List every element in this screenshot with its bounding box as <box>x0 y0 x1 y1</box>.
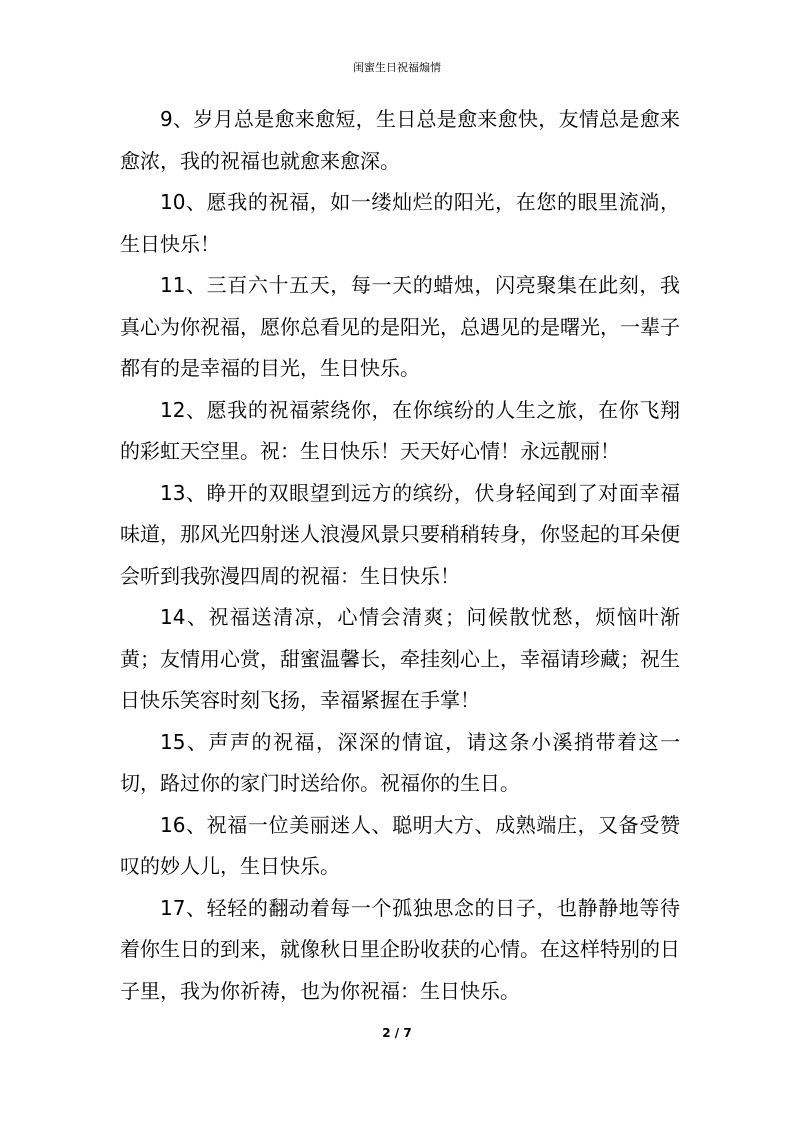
paragraph-12: 12、愿我的祝福萦绕你，在你缤纷的人生之旅，在你飞翔的彩虹天空里。祝：生日快乐！天天好心情！永远靓丽！ <box>120 397 680 463</box>
page-header-title: 闺蜜生日祝福煽情 <box>353 61 441 74</box>
paragraph-13: 13、睁开的双眼望到远方的缤纷，伏身轻闻到了对面幸福味道，那风光四射迷人浪漫风景只要稍稍转身，你竖起的耳朵便会听到我弥漫四周的祝福：生日快乐！ <box>120 480 680 588</box>
paragraph-11: 11、三百六十五天，每一天的蜡烛，闪亮聚集在此刻，我真心为你祝福，愿你总看见的是阳光，总遇见的是曙光，一辈子都有的是幸福的目光，生日快乐。 <box>120 273 680 380</box>
document-body <box>120 99 680 1012</box>
paragraph-14: 14、祝福送清凉，心情会清爽；问候散忧愁，烦恼叶渐黄；友情用心赏，甜蜜温馨长，牵挂刻心上，幸福请珍藏；祝生日快乐笑容时刻飞扬，幸福紧握在手掌！ <box>120 605 680 712</box>
page-number: 2 / 7 <box>382 1026 412 1040</box>
paragraph-10: 10、愿我的祝福，如一缕灿烂的阳光，在您的眼里流淌，生日快乐！ <box>120 190 680 256</box>
paragraph-15: 15、声声的祝福，深深的情谊，请这条小溪捎带着这一切，路过你的家门时送给你。祝福你的生日。 <box>120 729 680 795</box>
paragraph-16: 16、祝福一位美丽迷人、聪明大方、成熟端庄，又备受赞叹的妙人儿，生日快乐。 <box>120 812 680 878</box>
paragraph-17: 17、轻轻的翻动着每一个孤独思念的日子，也静静地等待着你生日的到来，就像秋日里企盼收获的心情。在这样特别的日子里，我为你祈祷，也为你祝福：生日快乐。 <box>120 895 680 1003</box>
paragraph-9: 9、岁月总是愈来愈短，生日总是愈来愈快，友情总是愈来愈浓，我的祝福也就愈来愈深。 <box>120 107 680 173</box>
